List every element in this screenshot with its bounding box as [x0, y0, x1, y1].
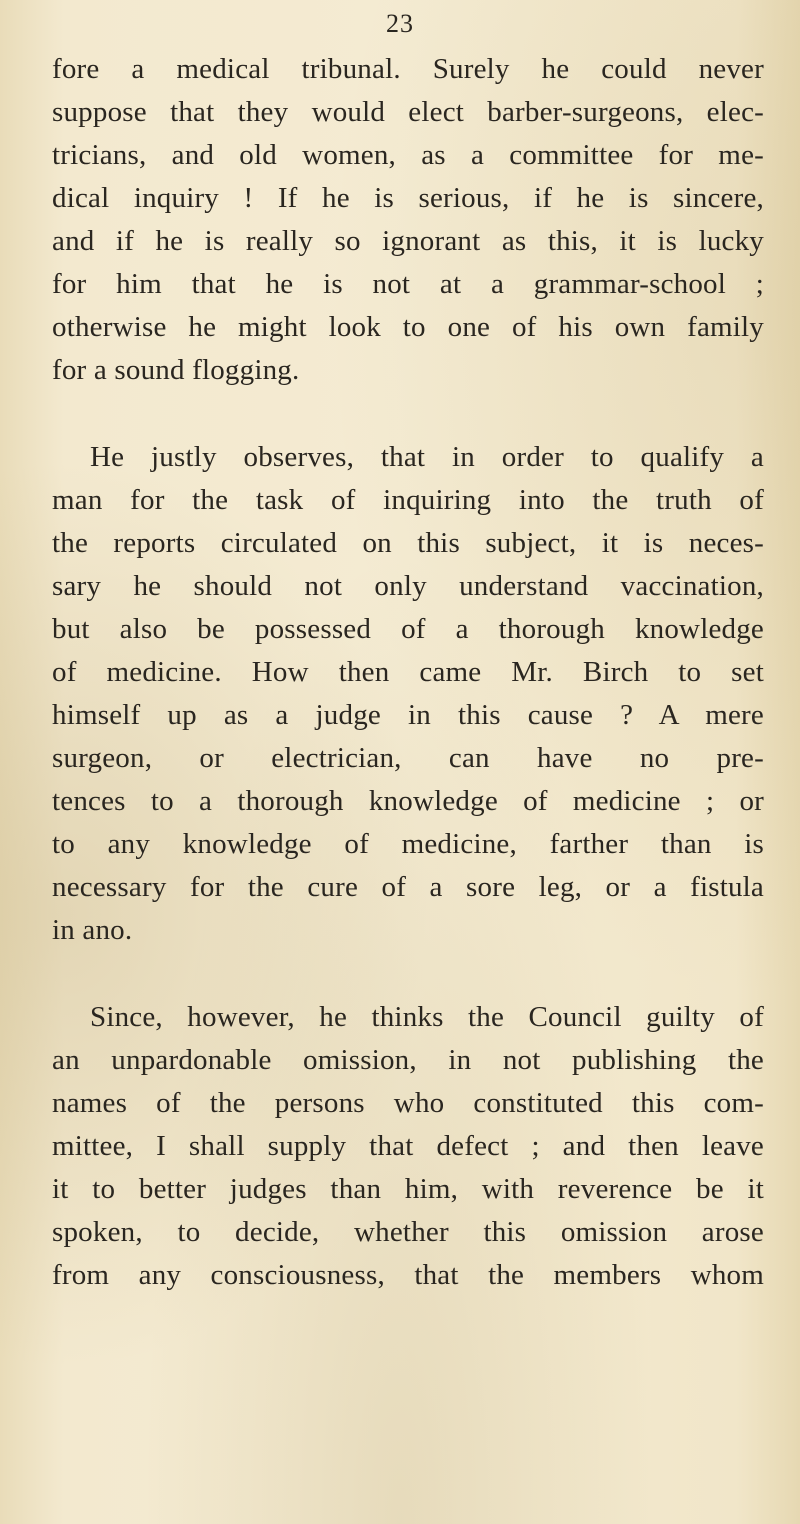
text-line: from any consciousness, that the members whom — [52, 1259, 764, 1291]
text-line: Since, however, he thinks the Council guilty of — [90, 1001, 764, 1033]
paragraph-3 — [52, 996, 764, 1297]
text-line: spoken, to decide, whether this omission arose — [52, 1216, 764, 1248]
body-text — [52, 48, 764, 1297]
text-line: names of the persons who constituted this com- — [52, 1087, 764, 1119]
text-line: He justly observes, that in order to qualify a — [90, 441, 764, 473]
text-line: for a sound flogging. — [52, 354, 300, 386]
text-line: fore a medical tribunal. Surely he could never — [52, 53, 764, 85]
text-line: the reports circulated on this subject, it is neces- — [52, 527, 764, 559]
paragraph-1 — [52, 48, 764, 392]
text-line: but also be possessed of a thorough knowledge — [52, 613, 764, 645]
text-line: it to better judges than him, with reverence be it — [52, 1173, 764, 1205]
text-line: in ano. — [52, 914, 133, 946]
text-line: necessary for the cure of a sore leg, or a fistula — [52, 871, 764, 903]
text-line: surgeon, or electrician, can have no pre- — [52, 742, 764, 774]
paragraph-2 — [52, 436, 764, 952]
text-line: dical inquiry ! If he is serious, if he is sincere, — [52, 182, 764, 214]
text-line: to any knowledge of medicine, farther than is — [52, 828, 764, 860]
text-line: an unpardonable omission, in not publishing the — [52, 1044, 764, 1076]
page-number: 23 — [386, 9, 414, 38]
text-line: suppose that they would elect barber-surgeons, elec- — [52, 96, 764, 128]
text-line: man for the task of inquiring into the truth of — [52, 484, 764, 516]
text-line: for him that he is not at a grammar-school ; — [52, 268, 764, 300]
text-line: of medicine. How then came Mr. Birch to set — [52, 656, 764, 688]
text-line: himself up as a judge in this cause ? A mere — [52, 699, 764, 731]
text-line: sary he should not only understand vaccination, — [52, 570, 764, 602]
text-line: mittee, I shall supply that defect ; and then leave — [52, 1130, 764, 1162]
text-line: tricians, and old women, as a committee for me- — [52, 139, 764, 171]
text-line: tences to a thorough knowledge of medicine ; or — [52, 785, 764, 817]
text-line: and if he is really so ignorant as this, it is lucky — [52, 225, 764, 257]
text-line: otherwise he might look to one of his own family — [52, 311, 764, 343]
